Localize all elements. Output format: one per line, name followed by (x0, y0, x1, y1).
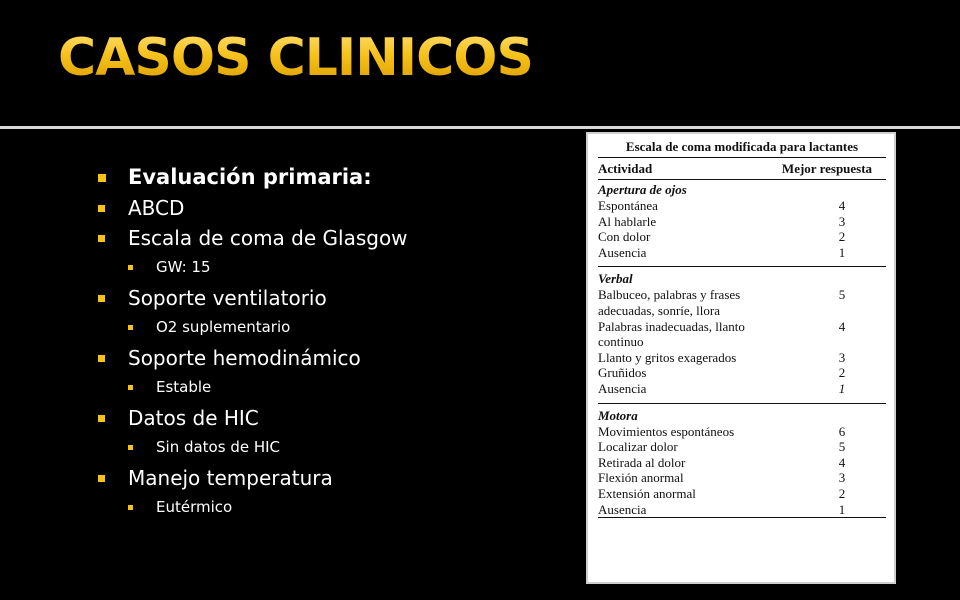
row-score: 3 (838, 213, 846, 229)
square-bullet-icon (128, 325, 133, 330)
row-score: 2 (838, 229, 846, 245)
sub-bullet-text: O2 suplementario (156, 318, 291, 336)
sub-bullet-text: GW: 15 (156, 258, 211, 276)
row-activity: Palabras inadecuadas, llanto (598, 318, 745, 334)
bullet-list (98, 165, 408, 523)
sub-bullet-text: Eutérmico (156, 498, 233, 516)
table-row (598, 470, 886, 486)
table-inner (598, 138, 886, 518)
square-bullet-icon (98, 235, 105, 242)
table-row (598, 439, 886, 455)
square-bullet-icon (128, 385, 133, 390)
row-score (778, 334, 886, 350)
row-activity: Ausencia (598, 244, 647, 260)
sub-bullet-hemodinamico (98, 373, 408, 403)
square-bullet-icon (98, 295, 105, 302)
bullet-item-glasgow (98, 223, 408, 253)
bullet-item-abcd (98, 193, 408, 223)
table-row (598, 455, 886, 471)
title-band (0, 0, 960, 126)
section-motor: Motora (598, 403, 886, 424)
row-activity: Flexión anormal (598, 470, 684, 486)
bullet-item-ventilatorio (98, 283, 408, 313)
table-row (598, 350, 886, 366)
bullet-item-hic (98, 403, 408, 433)
section-eyes: Apertura de ojos (598, 182, 687, 197)
row-activity: Con dolor (598, 229, 651, 245)
slide-title: CASOS CLINICOS (58, 28, 533, 88)
row-activity: Ausencia (598, 501, 647, 517)
square-bullet-icon (98, 475, 105, 482)
row-activity: Ausencia (598, 380, 647, 396)
row-activity: Balbuceo, palabras y frases (598, 287, 741, 303)
table-row (598, 303, 886, 319)
bullet-item-label: Soporte ventilatorio (128, 286, 327, 310)
bullet-item-label: Datos de HIC (128, 406, 259, 430)
table-title: Escala de coma modificada para lactantes (598, 138, 886, 158)
bullet-item-label: Soporte hemodinámico (128, 346, 361, 370)
row-score: 2 (838, 365, 846, 381)
table-row (598, 381, 886, 397)
sub-bullet-temperatura (98, 493, 408, 523)
table-row (598, 486, 886, 502)
bullet-heading-text: Evaluación primaria: (128, 165, 372, 189)
row-activity: Retirada al dolor (598, 454, 686, 470)
row-score: 3 (838, 470, 846, 486)
table-row (598, 198, 886, 214)
row-score: 4 (838, 318, 846, 334)
row-activity: Espontánea (598, 198, 658, 213)
table-row (598, 502, 886, 519)
bullet-item-label: Escala de coma de Glasgow (128, 226, 408, 250)
row-activity: Llanto y gritos exagerados (598, 349, 737, 365)
sub-bullet-text: Sin datos de HIC (156, 438, 281, 456)
table-row (598, 229, 886, 245)
table-row (598, 245, 886, 261)
square-bullet-icon (128, 265, 133, 270)
row-activity: Al hablarle (598, 213, 657, 229)
row-activity: Movimientos espontáneos (598, 423, 735, 439)
sub-bullet-hic (98, 433, 408, 463)
table-row (598, 424, 886, 440)
section-verbal: Verbal (598, 266, 886, 287)
row-score: 4 (838, 454, 846, 470)
row-activity: Extensión anormal (598, 485, 696, 501)
sub-bullet-glasgow (98, 253, 408, 283)
table-row (598, 287, 886, 303)
square-bullet-icon (128, 505, 133, 510)
header-activity: Actividad (598, 161, 653, 176)
table-header (598, 158, 886, 180)
table-row (598, 334, 886, 350)
row-score: 6 (838, 423, 846, 439)
square-bullet-icon (128, 445, 133, 450)
row-score: 5 (838, 287, 846, 303)
row-activity: Localizar dolor (598, 439, 678, 455)
row-score: 4 (838, 198, 846, 213)
square-bullet-icon (98, 205, 105, 212)
square-bullet-icon (98, 355, 105, 362)
square-bullet-icon (98, 174, 106, 182)
glasgow-infant-table-image (586, 132, 896, 584)
row-score: 2 (838, 485, 846, 501)
sub-bullet-ventilatorio (98, 313, 408, 343)
square-bullet-icon (98, 415, 105, 422)
header-response: Mejor respuesta (781, 161, 873, 176)
row-score: 3 (838, 349, 846, 365)
bullet-heading (98, 165, 408, 189)
table-row (598, 214, 886, 230)
bullet-item-label: ABCD (128, 196, 185, 220)
table-row (598, 319, 886, 335)
bullet-item-label: Manejo temperatura (128, 466, 333, 490)
row-activity: adecuadas, sonríe, llora (598, 302, 721, 318)
row-score (778, 303, 886, 319)
row-score: 1 (838, 380, 846, 396)
row-activity: Gruñidos (598, 365, 647, 381)
table-row (598, 365, 886, 381)
bullet-item-hemodinamico (98, 343, 408, 373)
row-score: 1 (838, 501, 846, 517)
bullet-item-temperatura (98, 463, 408, 493)
sub-bullet-text: Estable (156, 378, 212, 396)
row-activity: continuo (598, 334, 644, 350)
row-score: 5 (838, 439, 846, 455)
row-score: 1 (838, 244, 846, 260)
